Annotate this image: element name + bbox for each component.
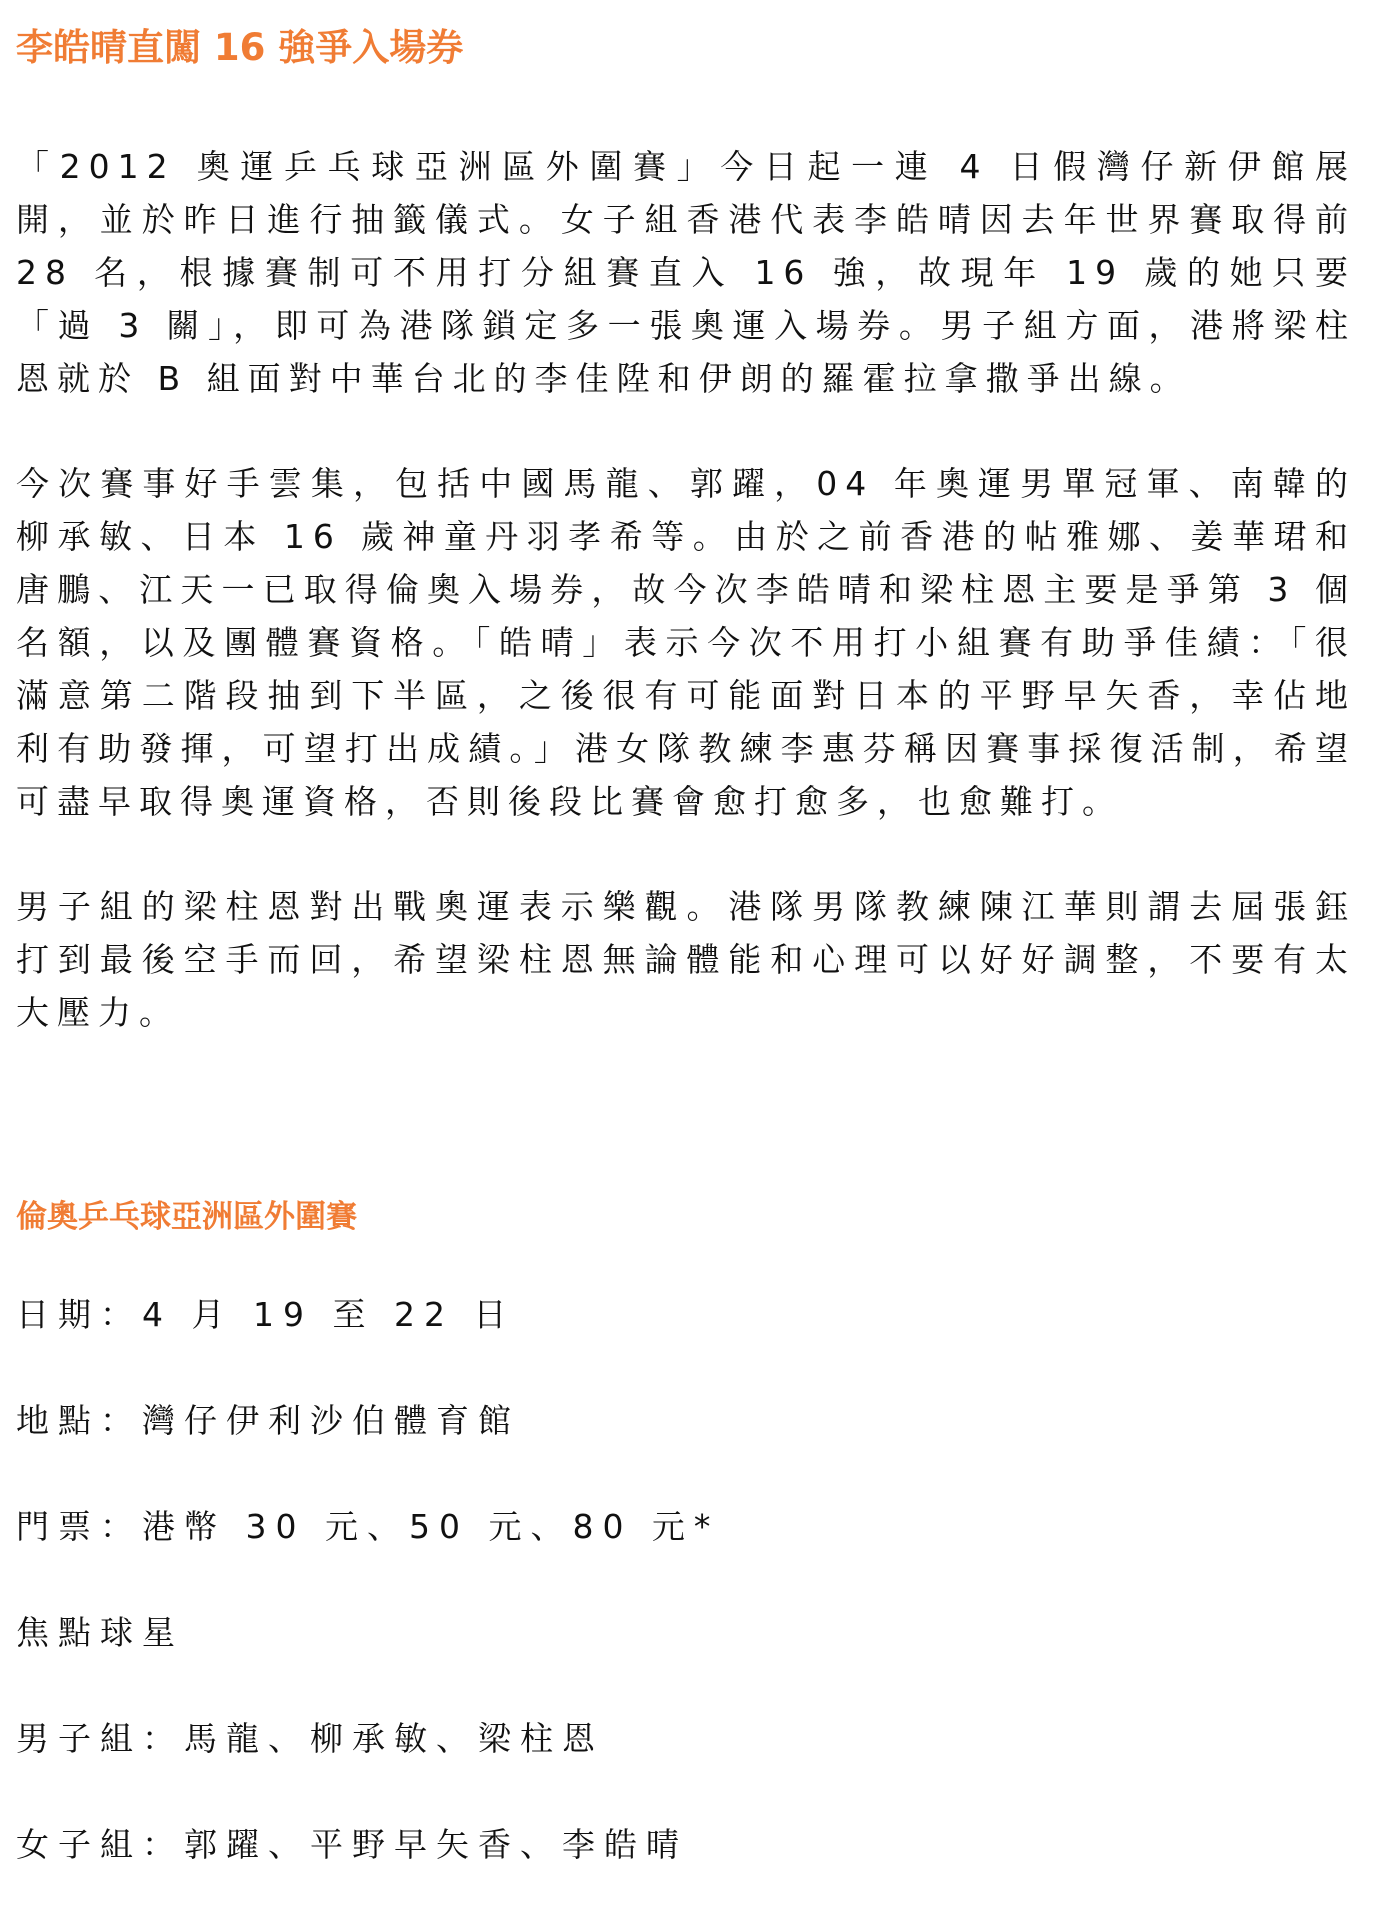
- focus-players-label: 焦點球星: [16, 1613, 184, 1652]
- event-date: 日期：4 月 19 至 22 日: [16, 1295, 516, 1334]
- womens-players: 女子組：郭躍、平野早矢香、李皓晴: [16, 1825, 688, 1864]
- article-headline: 李皓晴直闖 16 強爭入場券: [16, 26, 464, 69]
- article-paragraph-2: 今次賽事好手雲集，包括中國馬龍、郭躍，04 年奧運男單冠軍、南韓的柳承敏、日本 16 歲神童丹羽孝希等。由於之前香港的帖雅娜、姜華珺和唐鵬、江天一已取得倫奧入場券，故今次李皓晴和梁柱恩主要是爭第 3 個名額，以及團體賽資格。「皓晴」表示今次不用打小組賽有助爭佳績：「很滿意第二階段抽到下半區，之後很有可能面對日本的平野早矢香，幸佔地利有助發揮，可望打出成績。」港女隊教練李惠芬稱因賽事採復活制，希望可盡早取得奧運資格，否則後段比賽會愈打愈多，也愈難打。: [16, 464, 1356, 821]
- event-section-heading: 倫奧乒乓球亞洲區外圍賽: [16, 1199, 357, 1235]
- event-venue: 地點：灣仔伊利沙伯體育館: [16, 1401, 520, 1440]
- article-body: [16, 140, 1356, 1091]
- article-paragraph-1: 「2012 奧運乒乓球亞洲區外圍賽」今日起一連 4 日假灣仔新伊館展開，並於昨日進行抽籤儀式。女子組香港代表李皓晴因去年世界賽取得前 28 名，根據賽制可不用打分組賽直入 16 強，故現年 19 歲的她只要「過 3 關」，即可為港隊鎖定多一張奧運入場券。男子組方面，港將梁柱恩就於 B 組面對中華台北的李佳陞和伊朗的羅霍拉拿撒爭出線。: [16, 147, 1356, 398]
- mens-players: 男子組：馬龍、柳承敏、梁柱恩: [16, 1719, 604, 1758]
- event-info-list: [16, 1290, 1356, 1926]
- event-tickets: 門票：港幣 30 元、50 元、80 元*: [16, 1507, 720, 1546]
- article-paragraph-3: 男子組的梁柱恩對出戰奧運表示樂觀。港隊男隊教練陳江華則謂去屆張鈺打到最後空手而回，希望梁柱恩無論體能和心理可以好好調整，不要有太大壓力。: [16, 887, 1356, 1032]
